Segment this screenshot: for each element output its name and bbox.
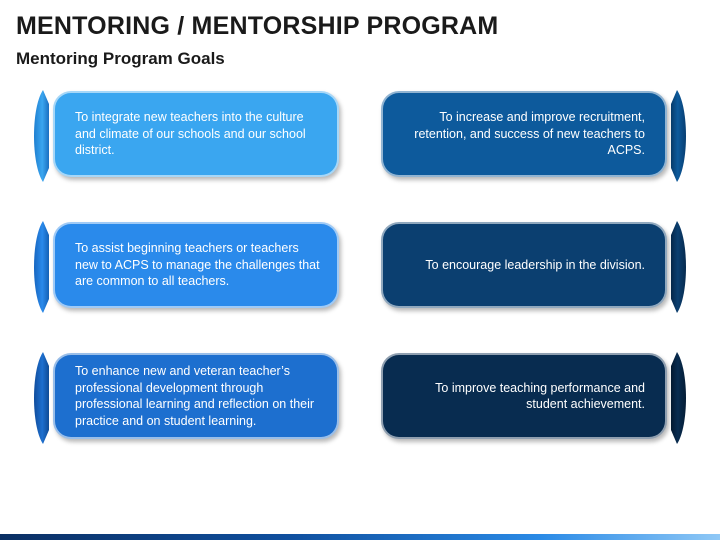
- goal-card-6: [363, 350, 693, 446]
- goal-card-1: [27, 88, 357, 184]
- bottom-accent-bar: [0, 534, 720, 540]
- goal-text: To integrate new teachers into the culture and climate of our schools and our school district.: [75, 110, 306, 158]
- goal-card-4: [363, 88, 693, 184]
- goal-text: To encourage leadership in the division.: [425, 257, 645, 272]
- goal-card-cap: [671, 219, 693, 315]
- goal-card-2: [27, 219, 357, 315]
- goal-text: To assist beginning teachers or teachers new to ACPS to manage the challenges that are common to all teachers.: [75, 241, 320, 289]
- goal-card-cap: [27, 219, 49, 315]
- goal-card-cap: [27, 88, 49, 184]
- goal-card-5: [363, 219, 693, 315]
- page-subtitle: Mentoring Program Goals: [16, 49, 225, 68]
- page-title: MENTORING / MENTORSHIP PROGRAM: [16, 12, 499, 40]
- goal-text: To improve teaching performance and student achievement.: [435, 380, 645, 411]
- goal-text: To increase and improve recruitment, retention, and success of new teachers to ACPS.: [414, 110, 645, 158]
- goal-card-3: [27, 350, 357, 446]
- goal-card-cap: [27, 350, 49, 446]
- goal-text: To enhance new and veteran teacher’s professional development through professional learning and reflection on their practice and on student learning.: [75, 364, 315, 428]
- goal-card-cap: [671, 88, 693, 184]
- goal-card-cap: [671, 350, 693, 446]
